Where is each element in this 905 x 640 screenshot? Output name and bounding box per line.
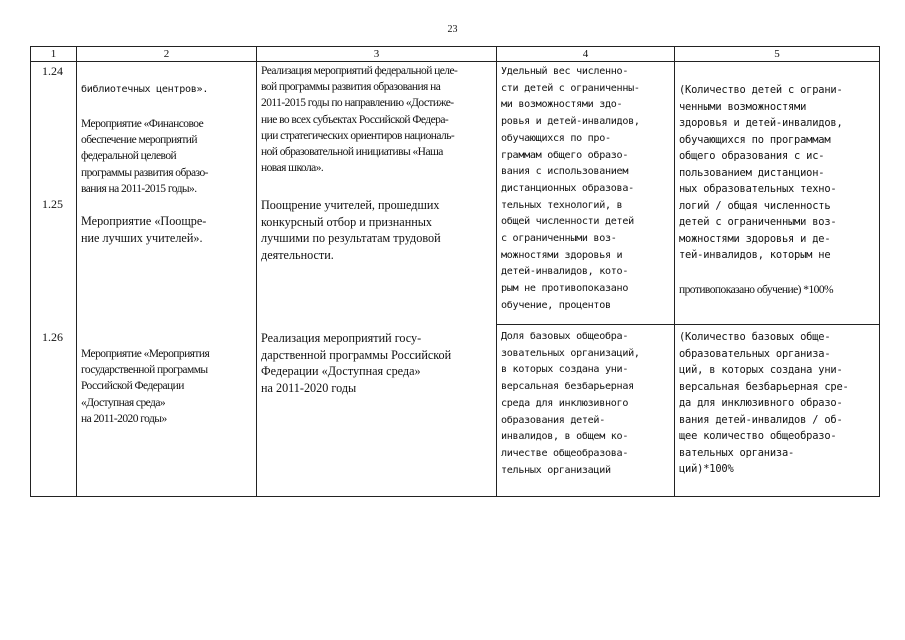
table-row xyxy=(31,62,880,497)
header-col-2: 2 xyxy=(77,47,257,62)
col-number-cell xyxy=(31,62,77,497)
row-separator xyxy=(496,324,675,325)
item-number-1-25: 1.25 xyxy=(42,197,63,211)
indicator-1-26-text: Доля базовых общеобра- зовательных организаций, в которых создана уни- версальная безбарьерная среда для инклюзивного образования детей- инвалидов, в общем ко- личестве общеобразова- тельных организаций xyxy=(501,331,640,476)
col-formula-cell xyxy=(675,62,880,497)
item-number-1-24: 1.24 xyxy=(42,64,63,78)
col-content-cell xyxy=(257,62,497,497)
header-col-5: 5 xyxy=(675,47,880,62)
col-indicator-cell xyxy=(497,62,675,497)
content-1-26-text: Реализация мероприятий госу- дарственной программы Российской Федерации «Доступная среда» на 2011-2020 годы xyxy=(261,331,452,395)
event-1-24-first-line: библиотечных центров». xyxy=(81,84,209,95)
row-separator xyxy=(674,324,880,325)
formula-1-24 xyxy=(679,64,876,317)
event-1-26-text: Мероприятие «Мероприятия государственной программы Российской Федерации «Доступная среда» на 2011-2020 годы» xyxy=(81,348,210,425)
page-number: 23 xyxy=(447,24,458,35)
header-row xyxy=(31,47,880,62)
event-1-24-text: Мероприятие «Финансовое обеспечение мероприятий федеральной целевой программы развития образо- вания на 2011-2015 годы». xyxy=(81,118,208,195)
indicator-1-24-text: Удельный вес численно- сти детей с ограниченны- ми возможностями здо- ровья и детей-инвалидов, обучающихся по про- граммам общего образо- вания с использованием дистанционных образова- тельных технологий, в общей численности детей с ограниченными воз- можностями здоровья и детей-инвалидов, кото- рым не противопоказано обучение, процентов xyxy=(501,66,640,311)
formula-1-24-text: (Количество детей с ограни- ченными возможностями здоровья и детей-инвалидов, обучающихся по программам общего образования с ис- пользованием дистанцион- ных образовательных техно- логий / общая численность детей с ограниченными воз- можностями здоровья и де- тей-инвалидов, которым не xyxy=(679,84,843,261)
col-event-cell xyxy=(77,62,257,497)
formula-1-24-last-line: противопоказано обучение) *100% xyxy=(679,283,834,296)
event-1-25-text: Мероприятие «Поощре- ние лучших учителей». xyxy=(81,214,207,245)
header-col-1: 1 xyxy=(31,47,77,62)
content-1-24-text: Реализация мероприятий федеральной целе- вой программы развития образования на 2011-2015 годы по направлению «Достиже- ние во всех субъектах Российской Федера- ции стратегических ориентиров националь- ной образовательной инициативы «Наша новая школа». xyxy=(261,65,458,175)
content-1-25-text: Поощрение учителей, прошедших конкурсный отбор и признанных лучшими по результатам трудовой деятельности. xyxy=(261,198,441,262)
formula-1-26-text: (Количество базовых обще- образовательных организа- ций, в которых создана уни- версальная безбарьерная сре- да для инклюзивного образо- вания детей-инвалидов / об- щее количество общеобразо- вательных организа- ций)*100% xyxy=(679,331,849,475)
header-col-3: 3 xyxy=(257,47,497,62)
event-1-24 xyxy=(81,63,253,215)
indicators-table xyxy=(30,46,880,497)
header-col-4: 4 xyxy=(497,47,675,62)
item-number-1-26: 1.26 xyxy=(42,330,63,344)
